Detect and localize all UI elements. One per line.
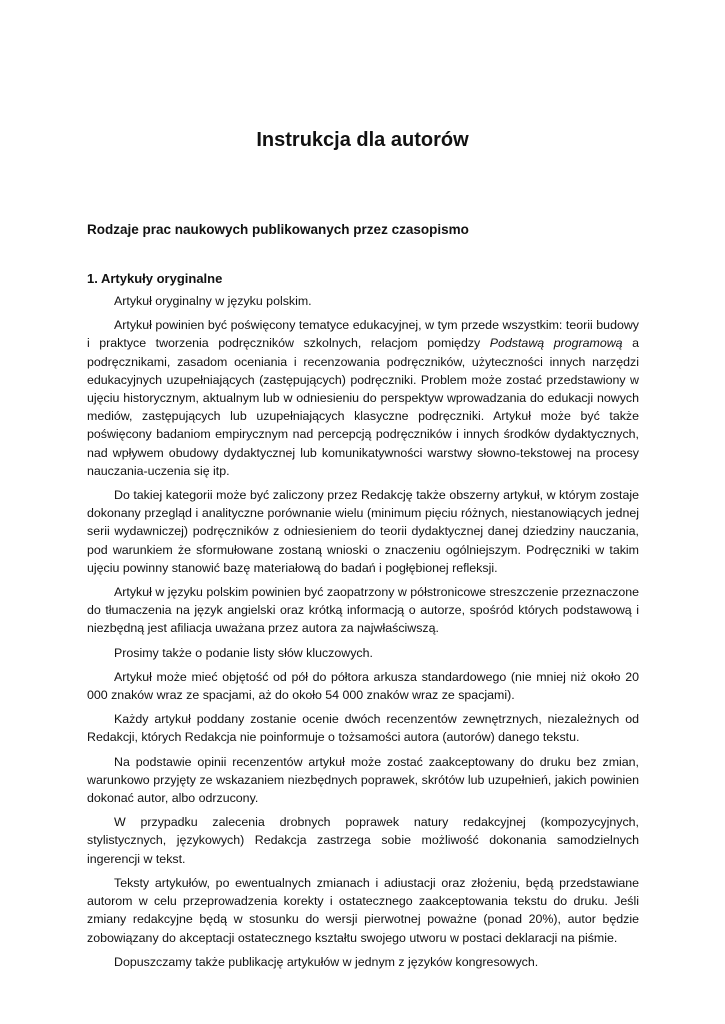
page-title: Instrukcja dla autorów [256, 129, 469, 151]
document-body [87, 292, 639, 977]
paragraph-9: W przypadku zalecenia drobnych poprawek natury redakcyjnej (kompozycyjnych, stylistycznych, językowych) Redakcja zastrzega sobie możliwość dokonania samodzielnych ingerencji w tekst. [87, 815, 639, 866]
subsection-heading: 1. Artykuły oryginalne [87, 271, 223, 286]
paragraph-4: Artykuł w języku polskim powinien być zaopatrzony w półstronicowe streszczenie przeznaczone do tłumaczenia na język angielski oraz krótką informacją o autorze, spośród których podstawową i niezbędną jest afiliacja uważana przez autora za najwłaściwszą. [87, 585, 639, 636]
paragraph-7: Każdy artykuł poddany zostanie ocenie dwóch recenzentów zewnętrznych, niezależnych od Redakcji, których Redakcja nie poinformuje o tożsamości autora (autorów) danego tekstu. [87, 712, 639, 745]
section-heading: Rodzaje prac naukowych publikowanych przez czasopismo [87, 222, 469, 237]
paragraph-10: Teksty artykułów, po ewentualnych zmianach i adiustacji oraz złożeniu, będą przedstawiane autorom w celu przeprowadzenia korekty i ostatecznego zaakceptowania tekstu do druku. Jeśli zmiany redakcyjne będą w stosunku do wersji pierwotnej poważne (ponad 20%), autor będzie zobowiązany do akceptacji ostatecznego kształtu swojego utworu w postaci deklaracji na piśmie. [87, 875, 639, 945]
paragraph-8: Na podstawie opinii recenzentów artykuł może zostać zaakceptowany do druku bez zmian, warunkowo przyjęty ze wskazaniem niezbędnych poprawek, skrótów lub uzupełnień, jakich powinien dokonać autor, albo odrzucony. [87, 754, 639, 806]
paragraph-2-text-b: a podręcznikami, zasadom oceniania i recenzowania podręczników, użyteczności innych narzędzi edukacyjnych uzupełniających (zastępujących) podręczniki. Problem może zostać przedstawiony w ujęciu historycznym, aktualnym lub w odniesieniu do perspektyw wprowadzania do edukacji nowych mediów, zastępujących lub uzupełniających klasyczne podręczniki. Artykuł może być także poświęcony badaniom empirycznym nad percepcją podręczników i innych środków dydaktycznych, nad wpływem obudowy dydaktycznej lub komunikatywności warstwy słowno-tekstowej na procesy nauczania-uczenia się itp. [87, 336, 639, 478]
paragraph-5: Prosimy także o podanie listy słów kluczowych. [114, 645, 373, 660]
paragraph-6: Artykuł może mieć objętość od pół do półtora arkusza standardowego (nie mniej niż około 20 000 znaków wraz ze spacjami, aż do około 54 000 znaków wraz ze spacjami). [87, 669, 639, 703]
paragraph-2-italic: Podstawą programową [489, 336, 623, 351]
paragraph-1: Artykuł oryginalny w języku polskim. [114, 294, 312, 308]
paragraph-11: Dopuszczamy także publikację artykułów w jednym z języków kongresowych. [114, 954, 539, 969]
paragraph-2 [87, 316, 639, 480]
paragraph-2-text-a: Artykuł powinien być poświęcony tematyce edukacyjnej, w tym przede wszystkim: teorii budowy i praktyce tworzenia podręczników szkolnych, relacjom pomiędzy [87, 318, 639, 351]
paragraph-3: Do takiej kategorii może być zaliczony przez Redakcję także obszerny artykuł, w którym zostaje dokonany przegląd i analityczne porównanie wielu (minimum pięciu różnych, niestanowiących jednej serii wydawniczej) podręczników z odniesieniem do teorii dydaktycznej danej dziedziny nauczania, pod warunkiem że sformułowane zostaną wnioski o znaczeniu ogólniejszym. Podręczniki w takim ujęciu powinny stanowić bazę materiałową do badań i pogłębionej refleksji. [87, 488, 639, 575]
